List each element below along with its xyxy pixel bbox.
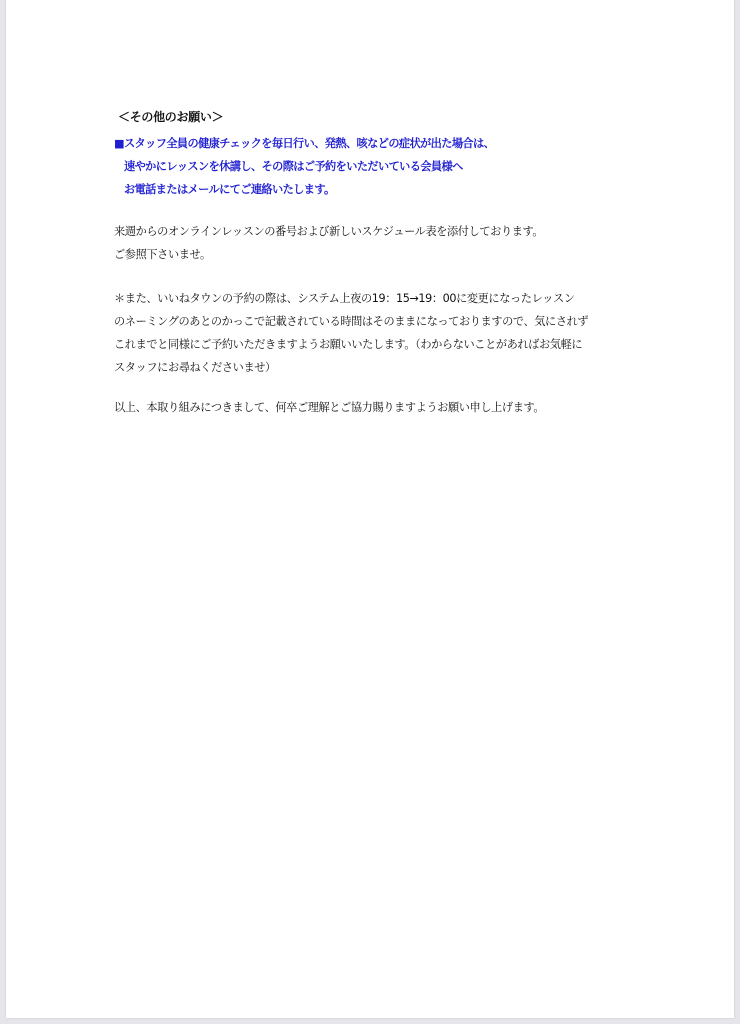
notice-heading: ＜その他のお願い＞	[118, 110, 224, 124]
notice-line: ■スタッフ全員の健康チェックを毎日行い、発熱、咳などの症状が出た場合は、	[114, 137, 495, 150]
paragraph-attachment-note	[114, 220, 543, 266]
paragraph-booking-note	[114, 287, 588, 379]
paragraph-closing	[114, 396, 544, 419]
paragraph-line: ご参照下さいませ。	[114, 248, 211, 261]
paragraph-line: これまでと同様にご予約いただきますようお願いいたします。（わからないことがあればお気軽に	[114, 338, 583, 351]
paragraph-line: のネーミングのあとのかっこで記載されている時間はそのままになっておりますので、気にされず	[114, 315, 589, 328]
paragraph-line: ＊また、いいねタウンの予約の際は、システム上夜の19：15→19：00に変更になったレッスン	[114, 292, 575, 305]
paragraph-line: スタッフにお尋ねくださいませ）	[114, 361, 276, 374]
notice-line: 速やかにレッスンを休講し、その際はご予約をいただいている会員様へ	[124, 160, 463, 173]
paragraph-line: 来週からのオンラインレッスンの番号および新しいスケジュール表を添付しております。	[114, 225, 544, 238]
notice-block	[114, 132, 494, 201]
notice-line: お電話またはメールにてご連絡いたします。	[124, 183, 335, 196]
document-page	[6, 0, 734, 1018]
paragraph-line: 以上、本取り組みにつきまして、何卒ご理解とご協力賜りますようお願い申し上げます。	[114, 401, 545, 414]
